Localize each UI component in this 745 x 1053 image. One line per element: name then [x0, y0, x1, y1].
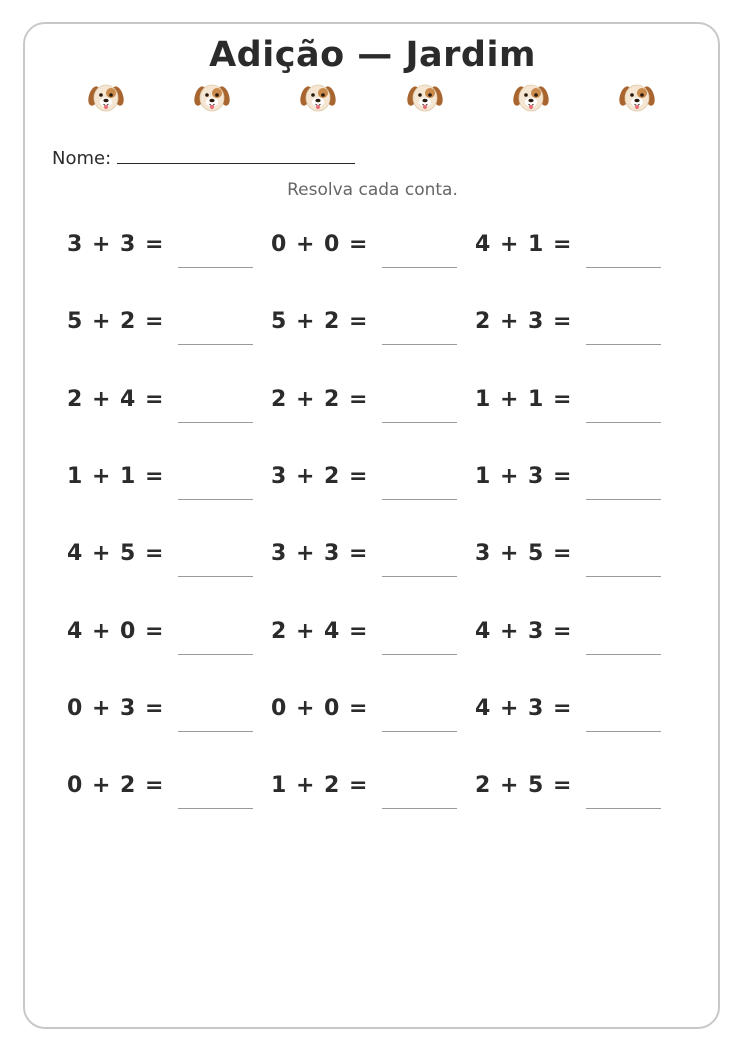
problem-expression: 2 + 4 =: [271, 619, 369, 644]
answer-blank[interactable]: [178, 731, 253, 732]
answer-blank[interactable]: [586, 654, 661, 655]
answer-blank[interactable]: [178, 422, 253, 423]
answer-blank[interactable]: [382, 422, 457, 423]
problem-expression: 2 + 4 =: [67, 387, 165, 412]
answer-blank[interactable]: [382, 499, 457, 500]
problem-expression: 1 + 3 =: [475, 464, 573, 489]
problem-expression: 0 + 0 =: [271, 232, 369, 257]
problem-expression: 2 + 5 =: [475, 773, 573, 798]
problem-expression: 0 + 2 =: [67, 773, 165, 798]
problem-expression: 0 + 3 =: [67, 696, 165, 721]
answer-blank[interactable]: [382, 267, 457, 268]
answer-blank[interactable]: [382, 344, 457, 345]
problem-expression: 3 + 3 =: [67, 232, 165, 257]
problem-expression: 4 + 5 =: [67, 541, 165, 566]
answer-blank[interactable]: [178, 499, 253, 500]
answer-blank[interactable]: [586, 267, 661, 268]
answer-blank[interactable]: [382, 576, 457, 577]
problem-expression: 2 + 3 =: [475, 309, 573, 334]
problem-expression: 3 + 5 =: [475, 541, 573, 566]
problem-expression: 5 + 2 =: [67, 309, 165, 334]
answer-blank[interactable]: [586, 422, 661, 423]
problem-expression: 1 + 1 =: [67, 464, 165, 489]
problem-expression: 5 + 2 =: [271, 309, 369, 334]
answer-blank[interactable]: [178, 576, 253, 577]
problem-expression: 4 + 0 =: [67, 619, 165, 644]
answer-blank[interactable]: [586, 808, 661, 809]
answer-blank[interactable]: [586, 731, 661, 732]
problem-expression: 1 + 2 =: [271, 773, 369, 798]
problem-expression: 2 + 2 =: [271, 387, 369, 412]
name-label: Nome:: [52, 148, 112, 169]
answer-blank[interactable]: [586, 344, 661, 345]
answer-blank[interactable]: [382, 654, 457, 655]
problem-expression: 0 + 0 =: [271, 696, 369, 721]
answer-blank[interactable]: [586, 576, 661, 577]
problem-expression: 1 + 1 =: [475, 387, 573, 412]
answer-blank[interactable]: [178, 267, 253, 268]
answer-blank[interactable]: [178, 808, 253, 809]
problem-expression: 3 + 3 =: [271, 541, 369, 566]
answer-blank[interactable]: [178, 654, 253, 655]
problem-expression: 4 + 3 =: [475, 696, 573, 721]
problem-expression: 4 + 3 =: [475, 619, 573, 644]
answer-blank[interactable]: [178, 344, 253, 345]
problem-expression: 3 + 2 =: [271, 464, 369, 489]
instructions-text: Resolva cada conta.: [287, 180, 458, 200]
page-title: Adição — Jardim: [209, 35, 536, 75]
answer-blank[interactable]: [382, 731, 457, 732]
answer-blank[interactable]: [382, 808, 457, 809]
problem-expression: 4 + 1 =: [475, 232, 573, 257]
answer-blank[interactable]: [586, 499, 661, 500]
